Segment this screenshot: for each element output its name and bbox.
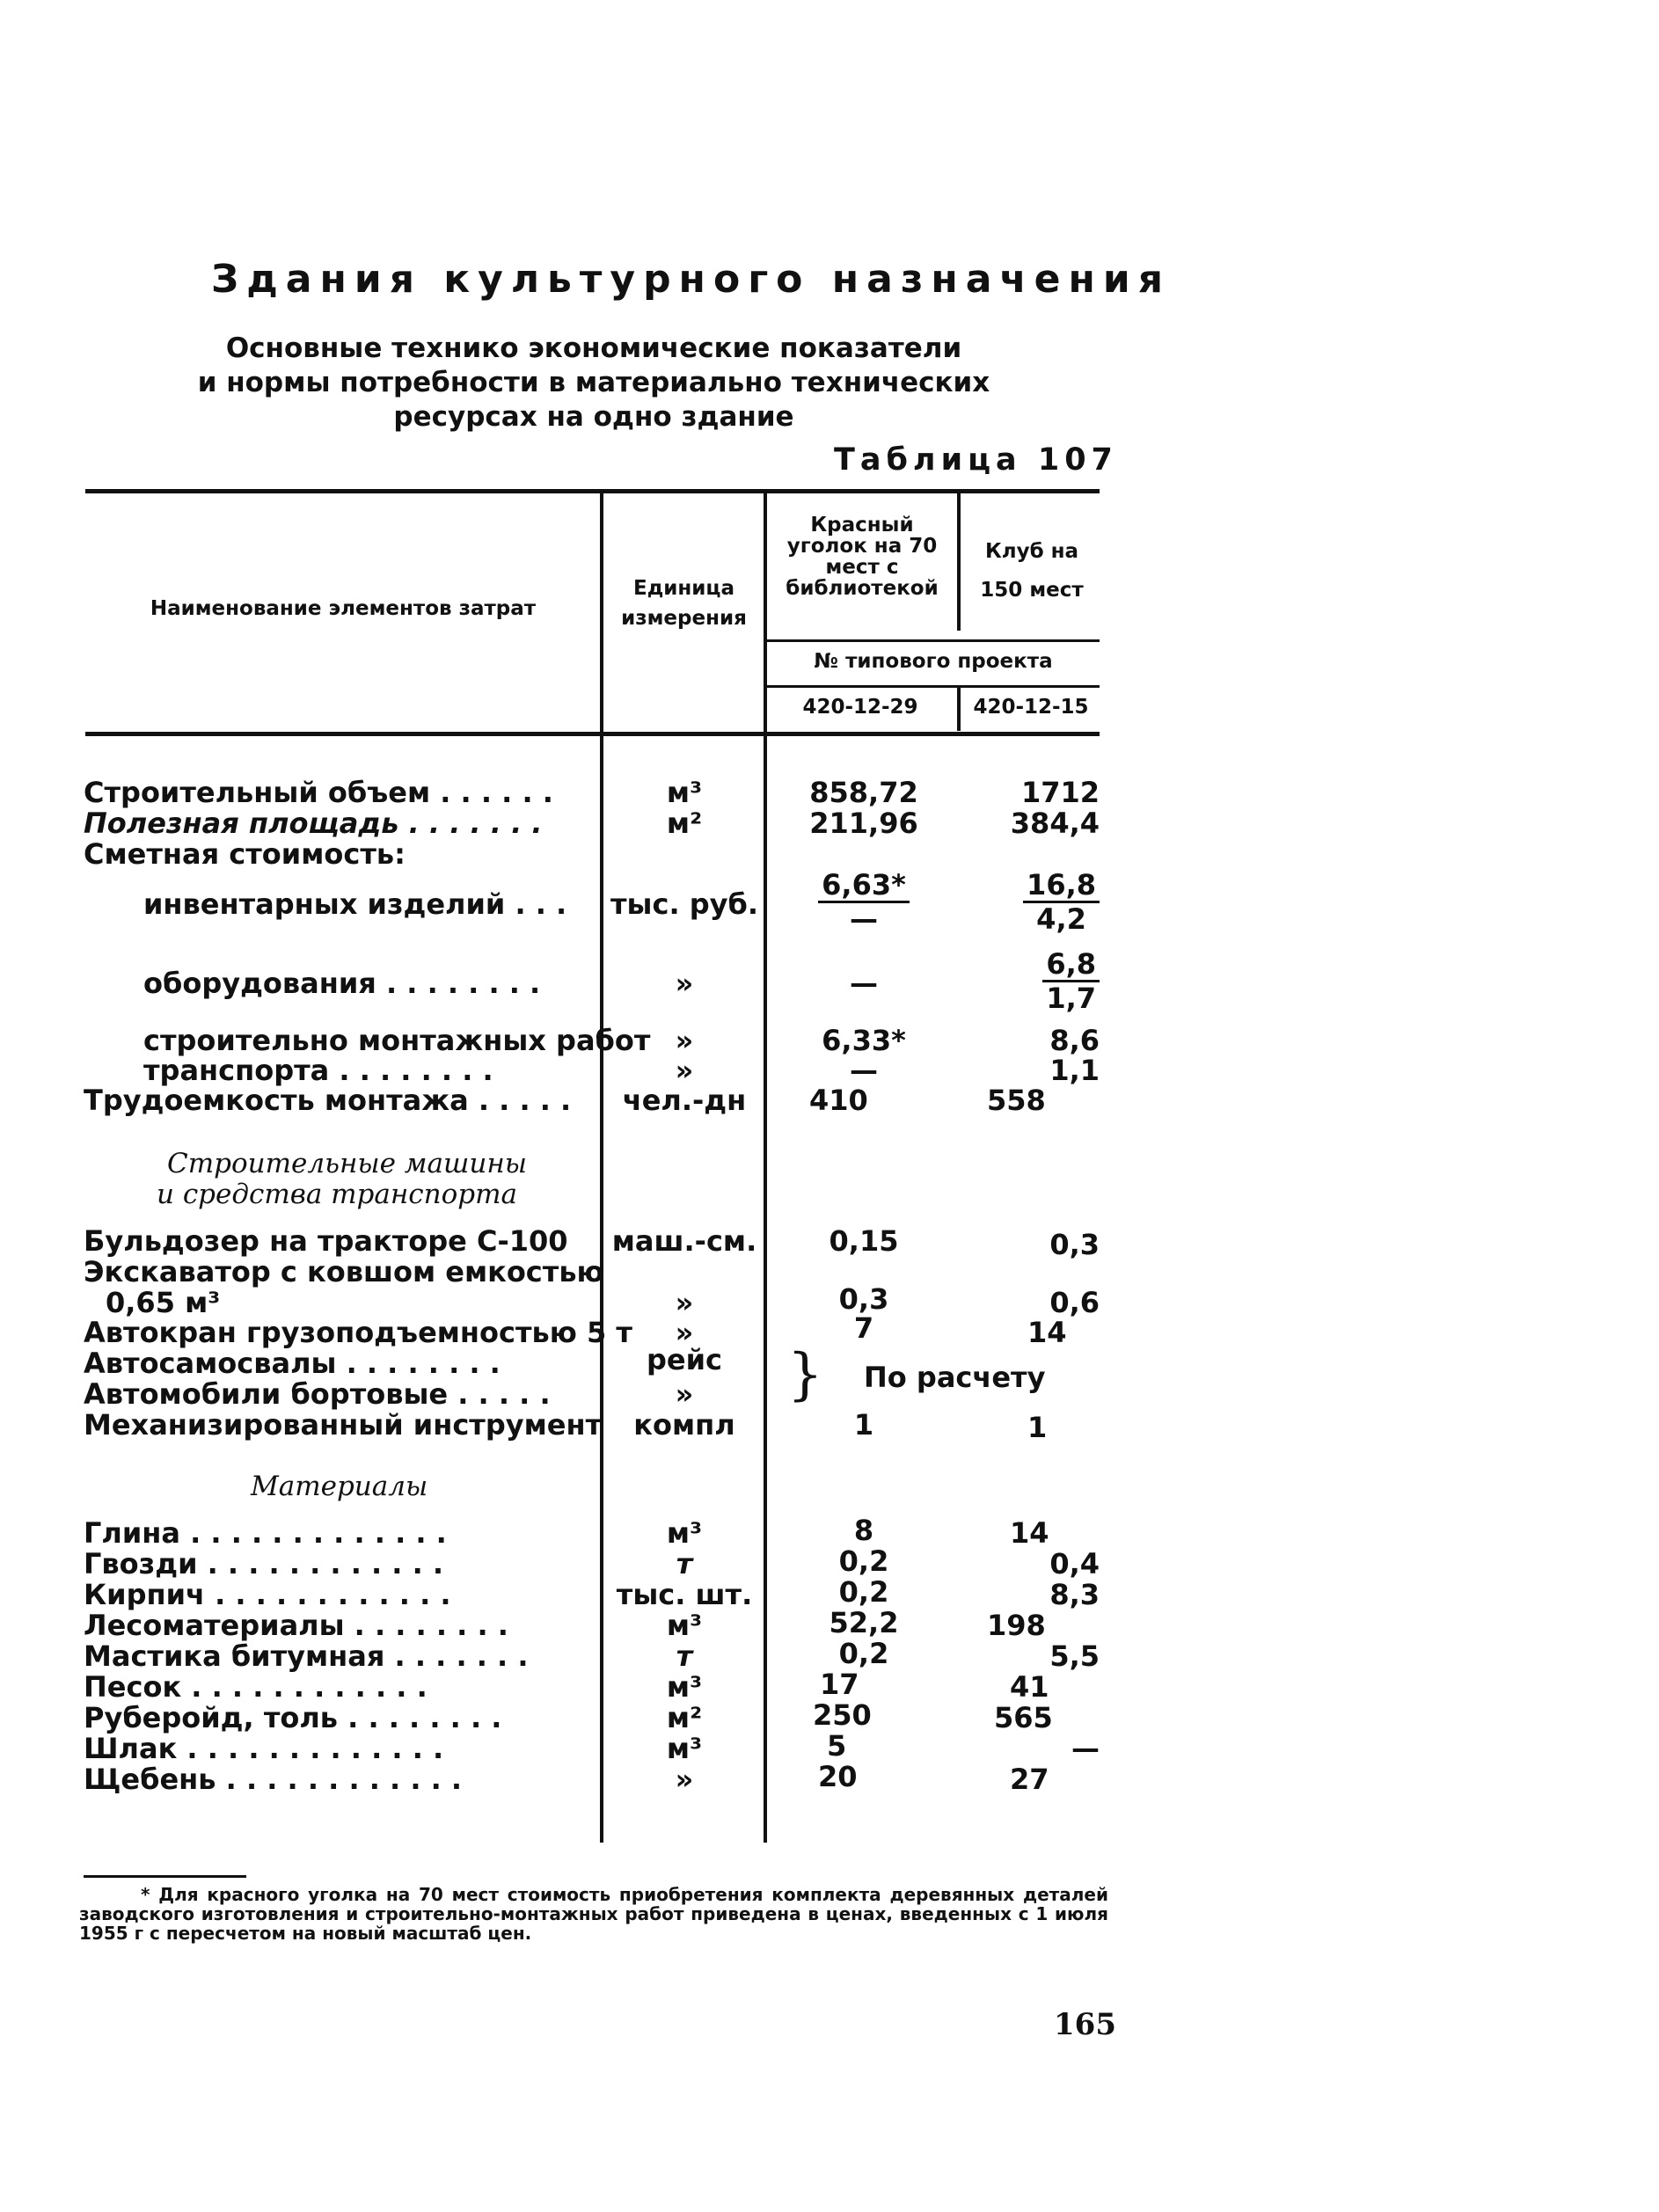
row-label: Трудоемкость монтажа . . . . . [84, 1084, 572, 1117]
machine-value-2: 0,3 [1049, 1228, 1100, 1261]
header-bottom-rule [85, 732, 1100, 736]
machine-value-1: 0,3 [838, 1282, 889, 1316]
header-project-number: № типового проекта [814, 650, 1053, 673]
material-value-2: 41 [1010, 1670, 1049, 1704]
material-label: Шлак . . . . . . . . . . . . . [84, 1732, 444, 1765]
row-label: строительно монтажных работ [143, 1024, 651, 1057]
machine-value-2: 14 [1027, 1316, 1067, 1349]
header-cost-elements: Наименование элементов затрат [150, 597, 537, 620]
material-label: Лесоматериалы . . . . . . . . [84, 1609, 508, 1642]
machine-label: Механизированный инструмент [84, 1408, 603, 1442]
row-unit: » [675, 1054, 694, 1087]
material-value-1: 250 [813, 1698, 872, 1732]
material-value-1: 8 [853, 1514, 874, 1547]
section-machines-line-2: и средства транспорта [157, 1179, 518, 1210]
row-value-2: 8,6 [1049, 1024, 1100, 1057]
machine-value-1: 1 [853, 1408, 874, 1442]
row-value-2-b: 1,7 [1046, 982, 1096, 1015]
header-unit: Единица измерения [621, 577, 747, 630]
page-number: 165 [1054, 2007, 1116, 2042]
project-divider [957, 687, 961, 731]
material-unit: тыс. шт. [616, 1578, 753, 1611]
footnote: * Для красного уголка на 70 мест стоимость приобретения комплекта деревянных деталей заводского изготовления и строительно-монтажных работ приведена в ценах, введенных с 1 июля 1955 г с пересчетом на новый масштаб цен. [79, 1884, 1108, 1944]
material-unit: м² [666, 1701, 703, 1734]
machine-value-1: 7 [853, 1311, 874, 1345]
row-value-2: 1,1 [1049, 1054, 1100, 1087]
material-value-2: 5,5 [1049, 1639, 1100, 1673]
material-unit: м³ [666, 1732, 703, 1765]
machine-unit: рейс [647, 1343, 722, 1376]
machine-unit: » [675, 1316, 694, 1349]
machine-unit: маш.-см. [611, 1224, 757, 1258]
subtitle-line-3: ресурсах на одно здание [393, 401, 794, 433]
header-project-2: 420-12-15 [973, 696, 1089, 719]
header-red-corner: Красный уголок на 70 мест с библиотекой [786, 514, 939, 600]
row-value-1: 858,72 [809, 776, 918, 809]
row-value-2: 384,4 [1010, 807, 1100, 840]
material-label: Гвозди . . . . . . . . . . . . [84, 1547, 444, 1581]
footnote-rule [84, 1875, 246, 1878]
row-label: Полезная площадь . . . . . . . [84, 807, 543, 840]
row-value-2-b: 4,2 [1036, 902, 1086, 936]
machine-label: Бульдозер на тракторе С-100 [84, 1224, 568, 1258]
subtitle-line-2: и нормы потребности в материально технических [197, 367, 990, 398]
material-label: Мастика битумная . . . . . . . [84, 1639, 529, 1673]
material-unit: м³ [666, 1609, 703, 1642]
machine-unit: компл [633, 1408, 735, 1442]
row-value-1: 410 [809, 1084, 868, 1117]
row-value-1-fraction [818, 869, 910, 935]
row-value-2: 558 [987, 1084, 1046, 1117]
row-value-1: 6,33* [822, 1024, 906, 1057]
material-value-2: 14 [1010, 1516, 1049, 1550]
row-value-2: 6,8 [1042, 948, 1100, 982]
header-club-divider [957, 493, 961, 631]
material-label: Песок . . . . . . . . . . . . [84, 1670, 428, 1704]
material-value-1: 20 [818, 1760, 858, 1793]
machine-value-1: 0,15 [829, 1224, 899, 1258]
table-top-rule [85, 489, 1100, 493]
section-machines-line-1: Строительные машины [167, 1148, 527, 1179]
row-value-1-b: — [850, 902, 878, 936]
row-unit: » [675, 1024, 694, 1057]
row-label: Строительный объем . . . . . . [84, 776, 553, 809]
header-club: Клуб на 150 мест [980, 540, 1084, 602]
material-value-2: 8,3 [1049, 1578, 1100, 1611]
machine-label: Автокран грузоподъемностью 5 т [84, 1316, 632, 1349]
material-unit: м³ [666, 1670, 703, 1704]
row-unit: » [675, 967, 694, 1000]
machine-value-2: 1 [1027, 1411, 1048, 1444]
row-unit: м³ [666, 776, 703, 809]
row-label: транспорта . . . . . . . . [143, 1054, 493, 1087]
row-label: Сметная стоимость: [84, 837, 406, 871]
row-value-2-fraction [1023, 869, 1100, 935]
row-value-1: 211,96 [809, 807, 918, 840]
material-value-2: 565 [994, 1701, 1053, 1734]
material-label: Щебень . . . . . . . . . . . . [84, 1763, 463, 1796]
material-label: Кирпич . . . . . . . . . . . . [84, 1578, 451, 1611]
row-value-2-fraction [1042, 948, 1100, 1014]
row-unit: чел.-дн [622, 1084, 747, 1117]
row-value-1: 6,63* [818, 869, 910, 903]
material-value-1: 0,2 [838, 1575, 889, 1609]
brace: } [787, 1342, 823, 1407]
row-value-2: 1712 [1020, 776, 1100, 809]
material-unit: т [676, 1547, 693, 1581]
material-value-1: 0,2 [838, 1637, 889, 1670]
page-title: Здания культурного назначения [211, 257, 1172, 302]
project-rule [767, 639, 1100, 642]
row-value-1: — [850, 1054, 878, 1087]
material-unit: т [676, 1639, 693, 1673]
material-value-1: 5 [827, 1729, 847, 1763]
machine-unit: » [675, 1377, 694, 1411]
machine-label: Автосамосвалы . . . . . . . . [84, 1347, 501, 1380]
material-value-1: 52,2 [829, 1606, 899, 1639]
material-value-2: — [1071, 1732, 1100, 1765]
material-value-1: 17 [820, 1668, 859, 1701]
machine-value-2: 0,6 [1049, 1286, 1100, 1319]
row-label: инвентарных изделий . . . [143, 887, 567, 921]
material-value-2: 0,4 [1049, 1547, 1100, 1581]
material-value-1: 0,2 [838, 1544, 889, 1578]
section-materials: Материалы [251, 1471, 428, 1502]
material-value-2: 198 [987, 1609, 1046, 1642]
header-project-1: 420-12-29 [802, 696, 918, 719]
machine-label: Автомобили бортовые . . . . . [84, 1377, 551, 1411]
material-unit: » [675, 1763, 694, 1796]
machine-label-cont: 0,65 м³ [106, 1286, 221, 1319]
subtitle-line-1: Основные технико экономические показатели [225, 332, 962, 364]
by-calculation-note: По расчету [864, 1361, 1046, 1394]
machine-label: Экскаватор с ковшом емкостью [84, 1255, 604, 1289]
table-number: Таблица 107 [834, 442, 1118, 478]
row-unit: м² [666, 807, 703, 840]
row-unit: тыс. руб. [610, 887, 758, 921]
material-value-2: 27 [1010, 1763, 1049, 1796]
material-unit: м³ [666, 1516, 703, 1550]
row-label: оборудования . . . . . . . . [143, 967, 541, 1000]
row-value-1: — [850, 967, 878, 1000]
row-value-2: 16,8 [1023, 869, 1100, 903]
machine-unit: » [675, 1286, 694, 1319]
material-label: Глина . . . . . . . . . . . . . [84, 1516, 447, 1550]
project-number-rule [767, 685, 1100, 688]
material-label: Руберойд, толь . . . . . . . . [84, 1701, 502, 1734]
